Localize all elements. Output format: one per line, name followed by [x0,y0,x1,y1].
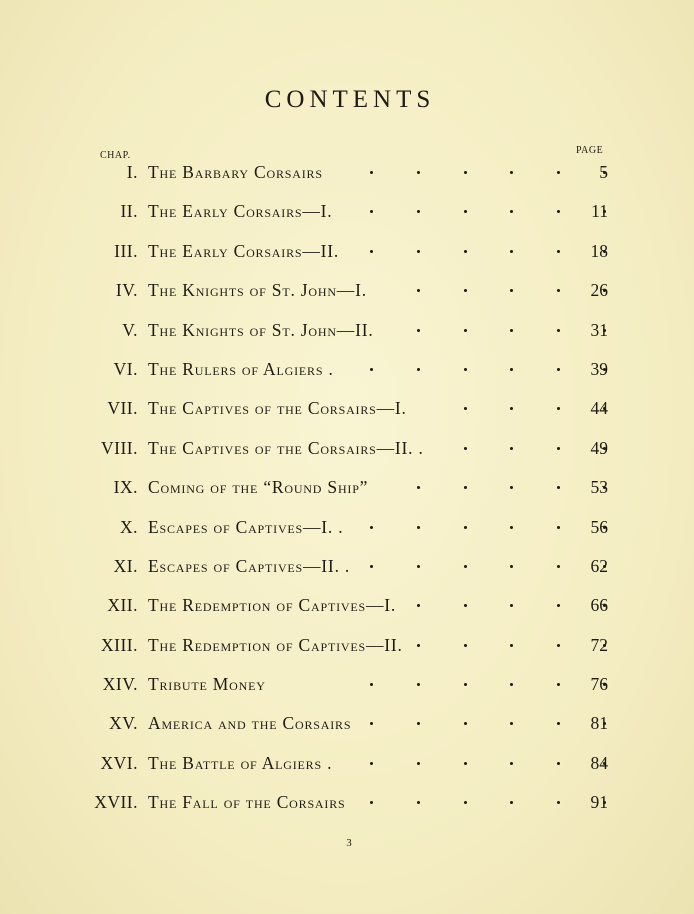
chapter-number: XVI. [100,752,138,773]
leader-dot [510,289,513,292]
leader-dot [510,250,513,253]
leader-dot [510,171,513,174]
leader-dot [417,762,420,765]
chapter-title: Tribute Money [148,674,266,695]
chapter-number: VII. [107,398,138,419]
toc-entry [0,631,694,670]
leader-dot [464,722,467,725]
leader-dot [557,210,560,213]
leader-dot [417,644,420,647]
chapter-page-number: 44 [590,398,608,419]
chapter-page-number: 72 [590,634,608,655]
leader-dot [464,407,467,410]
leader-dot [464,250,467,253]
leader-dot [510,644,513,647]
leader-dot [510,762,513,765]
leader-dot [464,486,467,489]
chapter-number: XI. [113,555,138,576]
leader-dot [370,210,373,213]
toc-entry [0,670,694,709]
leader-dot [557,565,560,568]
toc-entry [0,749,694,788]
chapter-title: Escapes of Captives—I. . [148,516,344,537]
page-column-header: PAGE [576,145,604,156]
leader-dot [557,644,560,647]
chapter-title: The Barbary Corsairs [148,162,323,182]
leader-dot [370,722,373,725]
leader-dot [417,250,420,253]
toc-entry [0,197,694,236]
chapter-title: The Early Corsairs—I. [148,201,333,222]
leader-dot [417,722,420,725]
chapter-number: XII. [107,595,138,616]
chapter-page-number: 56 [590,516,608,537]
leader-dot [370,171,373,174]
chapter-page-number: 11 [591,201,608,222]
chapter-number: IX. [113,477,138,498]
toc-entry [0,394,694,433]
chapter-page-number: 81 [590,713,608,734]
leader-dot [370,801,373,804]
leader-dot [510,447,513,450]
leader-dot [464,289,467,292]
chapter-number: III. [114,240,138,261]
leader-dot [510,486,513,489]
leader-dot [370,762,373,765]
chapter-number: VI. [113,358,138,379]
chapter-title: The Fall of the Corsairs [148,792,346,813]
leader-dot [417,210,420,213]
chapter-page-number: 76 [590,674,608,695]
leader-dot [557,250,560,253]
chapter-number: I. [126,162,138,182]
leader-dot [370,683,373,686]
leader-dot [417,289,420,292]
leader-dot [510,526,513,529]
leader-dot [370,368,373,371]
toc-entry [0,158,694,197]
chapter-page-number: 62 [590,555,608,576]
leader-dot [464,762,467,765]
chapter-title: The Early Corsairs—II. [148,240,340,261]
chapter-page-number: 53 [590,477,608,498]
chapter-number: VIII. [101,437,138,458]
chapter-page-number: 18 [590,240,608,261]
chapter-number: XVII. [94,792,138,813]
leader-dot [557,329,560,332]
chapter-title: The Knights of St. John—I. [148,280,367,301]
leader-dot [417,801,420,804]
leader-dot [557,407,560,410]
leader-dot [464,683,467,686]
leader-dot [557,289,560,292]
chapter-page-number: 91 [590,792,608,813]
leader-dot [510,604,513,607]
leader-dot [557,722,560,725]
toc-entry [0,552,694,591]
leader-dot [464,329,467,332]
toc-entry [0,276,694,315]
leader-dot [464,447,467,450]
leader-dot [510,368,513,371]
leader-dot [510,210,513,213]
leader-dot [557,171,560,174]
leader-dot [370,526,373,529]
page-number: 3 [346,837,352,849]
chapter-number: XIV. [102,674,138,695]
table-of-contents [0,158,694,828]
leader-dot [557,604,560,607]
chapter-page-number: 26 [590,280,608,301]
leader-dot [510,407,513,410]
leader-dot [464,604,467,607]
toc-entry [0,788,694,827]
leader-dot [417,604,420,607]
chapter-title: The Knights of St. John—II. [148,319,374,340]
leader-dot [557,486,560,489]
leader-dot [510,329,513,332]
leader-dot [417,565,420,568]
leader-dot [464,210,467,213]
leader-dot [370,250,373,253]
leader-dot [370,565,373,568]
leader-dot [510,683,513,686]
leader-dot [557,762,560,765]
chapter-number: XIII. [101,634,138,655]
chapter-number: IV. [115,280,138,301]
toc-entry [0,434,694,473]
chapter-page-number: 5 [599,162,608,182]
leader-dot [557,526,560,529]
leader-dot [510,565,513,568]
leader-dot [510,722,513,725]
leader-dot [464,526,467,529]
toc-entry [0,355,694,394]
chapter-number: X. [119,516,138,537]
leader-dot [417,368,420,371]
leader-dot [417,486,420,489]
leader-dot [557,683,560,686]
chapter-title: The Battle of Algiers . [148,752,333,773]
chapter-title: The Redemption of Captives—I. [148,595,397,616]
chapter-title: The Captives of the Corsairs—II. . [148,437,424,458]
chapter-page-number: 66 [590,595,608,616]
leader-dot [417,526,420,529]
toc-entry [0,316,694,355]
toc-entry [0,591,694,630]
leader-dot [464,801,467,804]
leader-dot [417,171,420,174]
leader-dot [557,801,560,804]
toc-entry [0,473,694,512]
chapter-number: XV. [109,713,138,734]
chapter-number: V. [122,319,138,340]
leader-dot [557,368,560,371]
chapter-page-number: 39 [590,358,608,379]
leader-dot [464,171,467,174]
chapter-page-number: 84 [590,752,608,773]
leader-dot [464,644,467,647]
leader-dot [510,801,513,804]
chapter-title: The Rulers of Algiers . [148,358,334,379]
chapter-title: The Redemption of Captives—II. [148,634,403,655]
toc-entry [0,709,694,748]
chapter-title: America and the Corsairs [148,713,352,734]
leader-dot [417,683,420,686]
leader-dot [417,329,420,332]
leader-dot [464,565,467,568]
chapter-title: Coming of the “Round Ship” [148,477,369,498]
chapter-number: II. [120,201,138,222]
chapter-title: The Captives of the Corsairs—I. [148,398,407,419]
page-title: CONTENTS [264,86,436,113]
chapter-page-number: 31 [590,319,608,340]
chapter-page-number: 49 [590,437,608,458]
leader-dot [464,368,467,371]
toc-entry [0,237,694,276]
leader-dot [557,447,560,450]
chapter-title: Escapes of Captives—II. . [148,555,351,576]
chapter-column-header: CHAP. [100,150,131,161]
toc-entry [0,513,694,552]
